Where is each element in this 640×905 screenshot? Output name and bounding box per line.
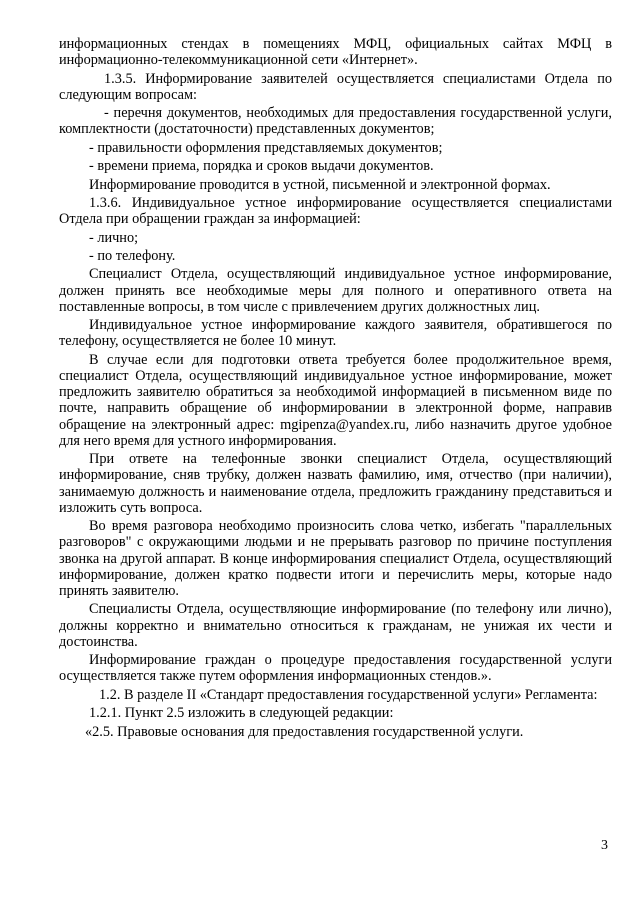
list-item-documents: - перечня документов, необходимых для предоставления государственной услуги, комплектности (достаточности) представленных документов; — [59, 105, 612, 138]
list-item-correctness: - правильности оформления представляемых документов; — [89, 139, 443, 156]
paragraph-1-3-5: 1.3.5. Информирование заявителей осуществляется специалистами Отдела по следующим вопросам: — [59, 70, 612, 103]
page-number: 3 — [601, 838, 608, 853]
list-item-by-phone: - по телефону. — [89, 247, 176, 264]
paragraph-duration: Индивидуальное устное информирование каждого заявителя, обратившегося по телефону, осуществляется не более 10 минут. — [59, 317, 612, 350]
list-item-in-person: - лично; — [89, 229, 139, 246]
paragraph-stands: Информирование граждан о процедуре предоставления государственной услуги осуществляется также путем оформления информационных стендов.». — [59, 652, 612, 685]
list-item-time: - времени приема, порядка и сроков выдачи документов. — [89, 158, 434, 175]
paragraph-courtesy: Специалисты Отдела, осуществляющие информирование (по телефону или лично), должны корректно и внимательно относиться к гражданам, не унижая их чести и достоинства. — [59, 601, 612, 650]
paragraph-phone-calls: При ответе на телефонные звонки специалист Отдела, осуществляющий информирование, сняв трубку, должен назвать фамилию, имя, отчество (при наличии), занимаемую должность и наименование отдела, предложить гражданину представиться и изложить суть вопроса. — [59, 451, 612, 516]
paragraph-1-3-6: 1.3.6. Индивидуальное устное информирование осуществляется специалистами Отдела при обращении граждан за информацией: — [59, 194, 612, 228]
paragraph-1-2: 1.2. В разделе II «Стандарт предоставления государственной услуги» Регламента: — [99, 686, 598, 703]
paragraph-conversation: Во время разговора необходимо произносить слова четко, избегать "параллельных разговоров" с окружающими людьми и не прерывать разговор по причине поступления звонка на другой аппарат. В конце информирования специалист Отдела, осуществляющий информирование, должен кратко подвести итоги и перечислить меры, которые надо принять заявителю. — [59, 518, 612, 599]
paragraph-1-2-1: 1.2.1. Пункт 2.5 изложить в следующей редакции: — [89, 705, 394, 722]
paragraph-continuation: информационных стендах в помещениях МФЦ, официальных сайтах МФЦ в информационно-телекоммуникационной сети «Интернет». — [59, 36, 612, 69]
document-body — [59, 36, 612, 742]
paragraph-longer-time: В случае если для подготовки ответа требуется более продолжительное время, специалист Отдела, осуществляющий индивидуальное устное информирование, может предложить заявителю обратиться за необходимой информацией в письменном виде по почте, направить обращение об информировании в электронной форме, направив обращение на электронный адрес: mgipenza@yandex.ru, либо назначить другое удобное для него время для устного информирования. — [59, 351, 612, 449]
paragraph-specialist: Специалист Отдела, осуществляющий индивидуальное устное информирование, должен принять все необходимые меры для полного и оперативного ответа на поставленные вопросы, в том числе с привлечением других должностных лиц. — [59, 266, 612, 315]
paragraph-2-5: «2.5. Правовые основания для предоставления государственной услуги. — [85, 723, 524, 740]
paragraph-forms: Информирование проводится в устной, письменной и электронной формах. — [89, 176, 551, 193]
